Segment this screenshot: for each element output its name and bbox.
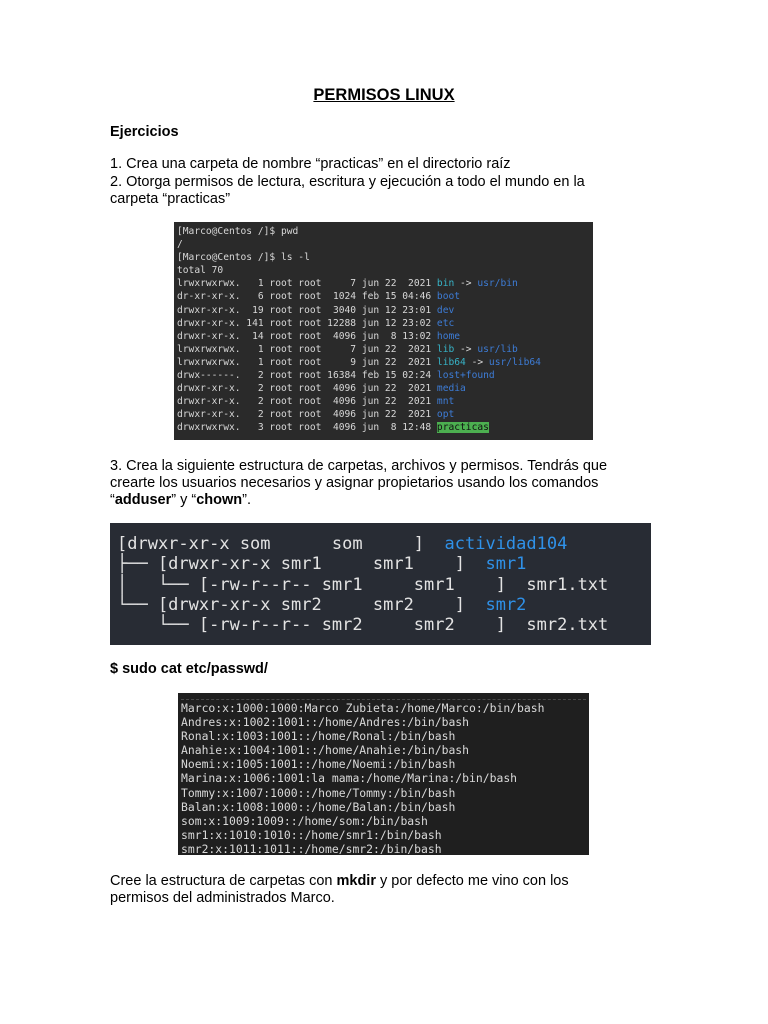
ls-row-details: drwxr-xr-x. 2 root root 4096 jun 22 2021 xyxy=(177,383,437,395)
terminal-passwd-screenshot xyxy=(178,693,589,855)
ls-row-filename: opt xyxy=(436,409,455,421)
dir-name: actividad104 xyxy=(444,534,568,554)
symlink-arrow: -> xyxy=(454,343,478,355)
terminal-line: / xyxy=(177,239,183,251)
tree-line xyxy=(110,523,651,554)
tree-line xyxy=(110,554,651,574)
terminal-line: total 70 xyxy=(177,265,224,277)
ls-row xyxy=(174,304,593,317)
exercise-3-line2: crearte los usuarios necesarios y asignar propietarios usando los comandos xyxy=(110,475,599,491)
cropped-line xyxy=(181,693,586,700)
ls-row-details: drwxr-xr-x. 2 root root 4096 jun 22 2021 xyxy=(177,409,437,421)
passwd-entry: Marco:x:1000:1000:Marco Zubieta:/home/Marco:/bin/bash xyxy=(181,701,545,715)
symlink-target: usr/lib xyxy=(477,343,518,355)
exercise-1: 1. Crea una carpeta de nombre “practicas” en el directorio raíz xyxy=(110,156,511,172)
ls-row-details: drwx------. 2 root root 16384 feb 15 02:24 xyxy=(177,370,437,382)
ls-row xyxy=(174,277,593,290)
final-text: y por defecto me vino con los xyxy=(375,873,569,889)
ls-row xyxy=(174,382,593,395)
terminal-ls-screenshot xyxy=(174,222,593,440)
symlink-arrow: -> xyxy=(454,278,478,290)
ls-row-filename: lost+found xyxy=(436,370,495,382)
ls-row-details: lrwxrwxrwx. 1 root root 9 jun 22 2021 xyxy=(177,356,437,368)
passwd-entry: Marina:x:1006:1001:la mama:/home/Marina:/bin/bash xyxy=(181,771,518,786)
ls-row-filename: bin xyxy=(436,278,455,290)
connector-text: ” y “ xyxy=(171,492,197,508)
passwd-entry: Balan:x:1008:1000::/home/Balan:/bin/bash xyxy=(181,799,456,814)
ls-row-filename: home xyxy=(436,330,461,342)
passwd-entry: Andres:x:1002:1001::/home/Andres:/bin/bash xyxy=(181,715,470,730)
terminal-tree-structure xyxy=(110,523,651,645)
tree-entry: ├── [drwxr-xr-x smr1 smr1 ] xyxy=(117,554,486,575)
exercise-3-line1: 3. Crea la siguiente estructura de carpetas, archivos y permisos. Tendrás que xyxy=(110,458,608,474)
ls-row-details: drwxrwxrwx. 3 root root 4096 jun 8 12:48 xyxy=(177,422,437,434)
terminal-line: [Marco@Centos /]$ pwd xyxy=(177,226,299,237)
ls-row xyxy=(174,290,593,303)
final-note-line2: permisos del administrados Marco. xyxy=(110,890,335,906)
symlink-arrow: -> xyxy=(465,356,489,368)
ejercicios-heading: Ejercicios xyxy=(110,124,179,140)
passwd-entry: Tommy:x:1007:1000::/home/Tommy:/bin/bash xyxy=(181,785,456,800)
ls-row xyxy=(174,356,593,369)
tree-line xyxy=(110,595,651,615)
passwd-entry: som:x:1009:1009::/home/som:/bin/bash xyxy=(181,813,428,828)
tree-line: └── [-rw-r--r-- smr2 smr2 ] smr2.txt xyxy=(117,615,609,636)
ls-row xyxy=(174,330,593,343)
ls-row xyxy=(174,343,593,356)
ls-row-filename: etc xyxy=(436,317,455,329)
page-title: PERMISOS LINUX xyxy=(313,86,455,104)
passwd-entry: smr2:x:1011:1011::/home/smr2:/bin/bash xyxy=(181,841,442,855)
terminal-line: [Marco@Centos /]$ ls -l xyxy=(177,252,310,264)
end-quote: ”. xyxy=(242,492,252,508)
ls-row-filename: media xyxy=(436,383,466,395)
ls-row-details: lrwxrwxrwx. 1 root root 7 jun 22 2021 xyxy=(177,343,437,355)
dir-name: smr1 xyxy=(485,554,527,575)
chown-command: chown xyxy=(196,492,243,508)
symlink-target: usr/bin xyxy=(477,278,518,290)
passwd-entry: Noemi:x:1005:1001::/home/Noemi:/bin/bash xyxy=(181,757,456,772)
ls-row-details: dr-xr-xr-x. 6 root root 1024 feb 15 04:46 xyxy=(177,291,437,303)
passwd-entry: smr1:x:1010:1010::/home/smr1:/bin/bash xyxy=(181,827,442,842)
ls-row-details: drwxr-xr-x. 14 root root 4096 jun 8 13:02 xyxy=(177,330,437,342)
ls-row xyxy=(174,408,593,421)
tree-line: │ └── [-rw-r--r-- smr1 smr1 ] smr1.txt xyxy=(117,574,609,595)
ls-row-filename: lib64 xyxy=(436,356,466,368)
mkdir-command: mkdir xyxy=(336,873,376,889)
ls-row-filename: practicas xyxy=(436,422,489,434)
final-text: Cree la estructura de carpetas con xyxy=(110,873,337,889)
passwd-entry: Ronal:x:1003:1001::/home/Ronal:/bin/bash xyxy=(181,729,456,744)
ls-row xyxy=(174,395,593,408)
ls-row-filename: mnt xyxy=(436,396,455,408)
ls-row-filename: lib xyxy=(436,343,455,355)
ls-row-filename: boot xyxy=(436,291,461,303)
symlink-target: usr/lib64 xyxy=(488,356,541,368)
ls-row-details: lrwxrwxrwx. 1 root root 7 jun 22 2021 xyxy=(177,278,437,290)
passwd-command: $ sudo cat etc/passwd/ xyxy=(110,661,268,677)
tree-entry: └── [drwxr-xr-x smr2 smr2 ] xyxy=(117,594,486,615)
ls-row xyxy=(174,421,593,434)
tree-entry: [drwxr-xr-x som som ] xyxy=(117,534,445,554)
ls-row xyxy=(174,317,593,330)
ls-row-details: drwxr-xr-x. 2 root root 4096 jun 22 2021 xyxy=(177,396,437,408)
ls-row-details: drwxr-xr-x. 141 root root 12288 jun 12 23:02 xyxy=(177,317,437,329)
exercise-3-line3 xyxy=(110,492,670,509)
ls-row xyxy=(174,369,593,382)
ls-row-filename: dev xyxy=(436,304,455,316)
adduser-command: adduser xyxy=(114,492,172,508)
passwd-entry: Anahie:x:1004:1001::/home/Anahie:/bin/bash xyxy=(181,743,470,758)
quote: “ xyxy=(110,492,115,508)
final-note-line1 xyxy=(110,873,670,890)
exercise-2: 2. Otorga permisos de lectura, escritura y ejecución a todo el mundo en la carpeta “practicas” xyxy=(110,174,585,207)
ls-row-details: drwxr-xr-x. 19 root root 3040 jun 12 23:01 xyxy=(177,304,437,316)
dir-name: smr2 xyxy=(485,594,527,615)
